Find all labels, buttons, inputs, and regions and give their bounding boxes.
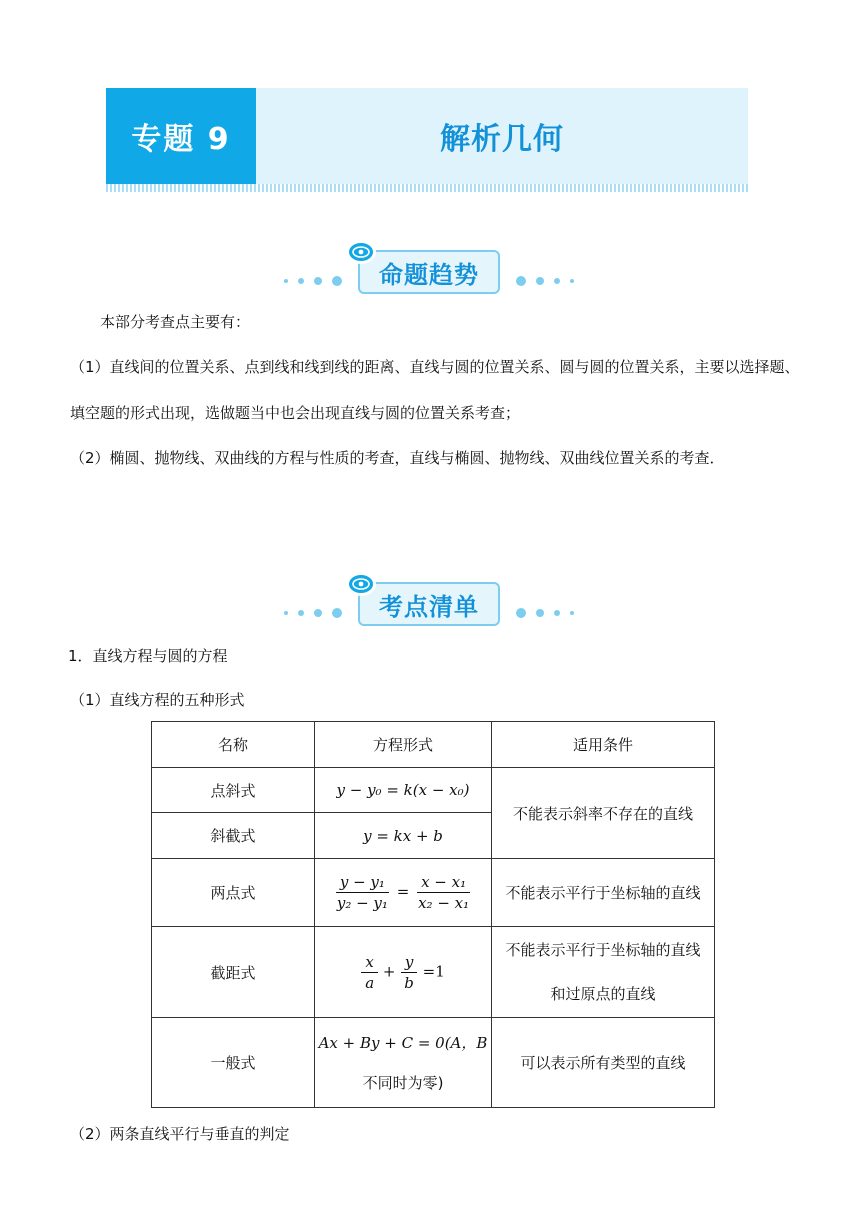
trend-intro: 本部分考查点主要有：: [100, 313, 251, 331]
row-condition: 不能表示平行于坐标轴的直线 和过原点的直线: [492, 927, 715, 1018]
section-header-trend: [0, 240, 860, 300]
topic-title-box: [256, 88, 748, 184]
fraction-right: $\frac{\text{x − x₁}}{\text{x₂ − x₁}}$: [418, 873, 470, 912]
heading-1-sub-1: （1）直线方程的五种形式: [70, 691, 245, 709]
right-dots: [516, 276, 574, 286]
table-row: [152, 859, 715, 927]
right-dots: [516, 608, 574, 618]
row-condition: 不能表示斜率不存在的直线: [492, 768, 715, 859]
topic-banner: [106, 88, 748, 194]
banner-stripe: [106, 184, 748, 192]
table-row: [152, 768, 715, 813]
row-name: 斜截式: [152, 813, 315, 859]
header-name: 名称: [152, 722, 315, 768]
row-formula: Ax + By + C = 0(A，B 不同时为零): [315, 1018, 492, 1108]
trend-item-1-line-1: （1）直线间的位置关系、点到线和线到线的距离、直线与圆的位置关系、圆与圆的位置关系，主要以选择题、: [70, 358, 800, 376]
row-name: 一般式: [152, 1018, 315, 1108]
fraction-left: $\frac{\text{y − y₁}}{\text{y₂ − y₁}}$: [336, 873, 388, 912]
row-formula: $\frac{\text{y − y₁}}{\text{y₂ − y₁}}$ = $\frac{\text{x − x₁}}{\text{x₂ − x₁}}$: [315, 859, 492, 927]
section-title: 命题趋势: [379, 260, 479, 289]
row-name: 两点式: [152, 859, 315, 927]
fraction-y-over-b: $\frac{y}{b}$: [400, 952, 418, 993]
section-title-pill: [358, 250, 500, 294]
table-header-row: [152, 722, 715, 768]
heading-1: 1．直线方程与圆的方程: [68, 647, 228, 665]
heading-1-sub-2: （2）两条直线平行与垂直的判定: [70, 1125, 290, 1143]
row-condition: 不能表示平行于坐标轴的直线: [492, 859, 715, 927]
table-row: [152, 927, 715, 1018]
trend-item-1-line-2: 填空题的形式出现，选做题当中也会出现直线与圆的位置关系考查；: [70, 404, 521, 422]
topic-label: 专题 9: [106, 88, 256, 184]
row-condition: 可以表示所有类型的直线: [492, 1018, 715, 1108]
fraction-x-over-a: $\frac{x}{a}$: [361, 952, 378, 993]
section-header-list: [0, 572, 860, 632]
row-formula: $\frac{x}{a}$ + $\frac{y}{b}$ =1: [315, 927, 492, 1018]
header-condition: 适用条件: [492, 722, 715, 768]
section-title-pill: [358, 582, 500, 626]
row-formula: y = kx + b: [315, 813, 492, 859]
topic-title: 解析几何: [440, 122, 564, 157]
eye-icon: [346, 240, 376, 264]
trend-item-2: （2）椭圆、抛物线、双曲线的方程与性质的考查，直线与椭圆、抛物线、双曲线位置关系的考查．: [70, 449, 725, 467]
row-name: 截距式: [152, 927, 315, 1018]
line-equation-table: [151, 721, 715, 1108]
left-dots: [284, 608, 342, 618]
section-title: 考点清单: [379, 592, 479, 621]
left-dots: [284, 276, 342, 286]
table-row: [152, 1018, 715, 1108]
row-formula: y − y₀ = k(x − x₀): [315, 768, 492, 813]
eye-icon: [346, 572, 376, 596]
row-name: 点斜式: [152, 768, 315, 813]
header-formula: 方程形式: [315, 722, 492, 768]
